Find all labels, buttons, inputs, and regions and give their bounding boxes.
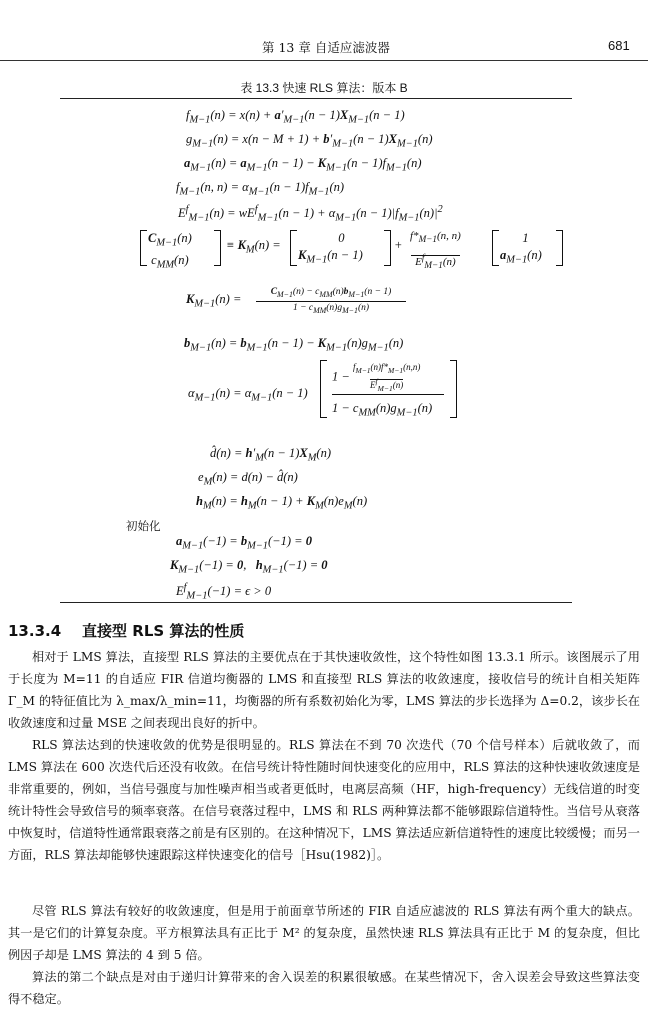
equation-5: $E^f_{M-1}(n) = wE^f_{M-1}(n - 1) + \alpha_{M-1}(n - 1)|f_{M-1}(n)|^2$ (178, 204, 443, 224)
equation-12: $h_M(n) = h_M(n - 1) + K_M(n)e_M(n)$ (196, 494, 368, 512)
init-equation-3: $E^f_{M-1}(-1) = \epsilon > 0$ (176, 582, 272, 602)
page-number: 681 (608, 38, 630, 53)
table-caption: 表 13.3 快速 RLS 算法：版本 B (240, 81, 408, 95)
equation-1: $f_{M-1}(n) = x(n) + a'_{M-1}(n - 1)X_{M-1}(n - 1)$ (186, 108, 405, 126)
equation-7b: $C_{M-1}(n) - c_{MM}(n)b_{M-1}(n - 1)$ $1 - c_{MM}(n)g_{M-1}(n)$ (256, 286, 406, 317)
equation-11: $e_M(n) = d(n)$ − d̂(n) (198, 470, 298, 488)
equation-9a: $\alpha_{M-1}(n) = \alpha_{M-1}(n - 1)$ (188, 386, 308, 404)
bracket (320, 360, 327, 418)
equation-10: d̂(n) = $h'_M(n - 1)X_M(n)$ (210, 446, 331, 464)
equation-3: $a_{M-1}(n) = a_{M-1}(n - 1) - K_{M-1}(n - 1)f_{M-1}(n)$ (184, 156, 422, 174)
paragraph-2: RLS 算法达到的快速收敛的优势是很明显的。RLS 算法在不到 70 次迭代（70 个信号样本）后就收敛了，而 LMS 算法在 600 次迭代后还没有收敛。在信号统计特性随时间快速变化的应用中，RLS 算法的这种快速收敛速度是非常重要的，例如，当信号强度与加性噪声相当或者更低时，电离层高频（HF，high-frequency）无线信道的时变统计特性会导致信号的频率衰落。在信号衰落过程中，LMS 和 RLS 两种算法都不能够跟踪信道特性。当信号从衰落中恢复时，信道特性通常跟衰落之前是有区别的。在这种情况下，LMS 算法适应新信道特性的速度比较缓慢；而另一方面，RLS 算法却能够快速跟踪这样快速变化的信号［Hsu(1982)］。 (8, 738, 640, 862)
section-number: 13.3.4 (8, 622, 62, 640)
equation-6a: $C_{M-1}(n)$ $c_{MM}(n)$ (148, 231, 192, 270)
equation-6c: 0 $K_{M-1}(n - 1)$ (298, 231, 363, 266)
equation-6d: + (394, 238, 403, 252)
equation-6b: ≡ $K_M(n)$ = (226, 238, 281, 256)
bracket (140, 230, 147, 266)
bracket (384, 230, 391, 266)
equation-6f: 1 $a_{M-1}(n)$ (500, 231, 542, 266)
equation-8: $b_{M-1}(n) = b_{M-1}(n - 1) - K_{M-1}(n)g_{M-1}(n)$ (184, 336, 404, 354)
init-equation-1: $a_{M-1}(-1) = b_{M-1}(-1) = 0$ (176, 534, 312, 552)
bracket (450, 360, 457, 418)
init-equation-2: $K_{M-1}(-1) = 0$, $h_{M-1}(-1) = 0$ (170, 558, 328, 576)
bracket (290, 230, 297, 266)
table-bottom-rule (60, 602, 572, 603)
bracket (492, 230, 499, 266)
equation-2: $g_{M-1}(n) = x(n - M + 1) + b'_{M-1}(n - 1)X_{M-1}(n)$ (186, 132, 433, 150)
bracket (214, 230, 221, 266)
equation-4: $f_{M-1}(n$, $n) = \alpha_{M-1}(n - 1)f_{M-1}(n)$ (176, 180, 345, 198)
header-rule (0, 60, 648, 61)
paragraph-3: 尽管 RLS 算法有较好的收敛速度，但是用于前面章节所述的 FIR 自适应滤波的 RLS 算法有两个重大的缺点。其一是它们的计算复杂度。平方根算法具有正比于 M² 的复杂度，虽然快速 RLS 算法具有正比于 M 的复杂度，但比例因子却是 LMS 算法的 4 到 5 倍。 (8, 904, 640, 962)
paragraph-4: 算法的第二个缺点是对由于递归计算带来的舍入误差的积累很敏感。在某些情况下，舍入误差会导致这些算法变得不稳定。 (8, 970, 640, 1006)
section-heading (8, 620, 244, 641)
chapter-title: 第 13 章 自适应滤波器 (262, 40, 390, 55)
equation-6e: $f*_{M-1}(n$, n) $E^f_{M-1}(n)$ (410, 230, 461, 271)
table-top-rule (60, 98, 572, 99)
init-label: 初始化 (126, 519, 161, 533)
section-title: 直接型 RLS 算法的性质 (82, 622, 245, 640)
equation-7a: $K_{M-1}(n)$ = (186, 292, 242, 310)
bracket (556, 230, 563, 266)
paragraph-1: 相对于 LMS 算法，直接型 RLS 算法的主要优点在于其快速收敛性，这个特性如图 13.3.1 所示。该图展示了用于长度为 M=11 的自适应 FIR 信道均衡器的 LMS 和直接型 RLS 算法的收敛速度，接收信号的统计自相关矩阵 Γ_M 的特征值比为 λ_max/λ_min=11，均衡器的所有系数初始化为零，LMS 算法的步长选择为 Δ=0.2，该步长在收敛速度和过量 MSE 之间表现出良好的折中。 (8, 650, 640, 730)
table-equations (0, 108, 648, 602)
equation-9b: $1 - f_{M-1}(n)f*_{M-1}(n,n)$ $E^f_{M-1}(n)$ $1 - c_{MM}(n)g_{M-1}(n)$ (332, 362, 444, 426)
